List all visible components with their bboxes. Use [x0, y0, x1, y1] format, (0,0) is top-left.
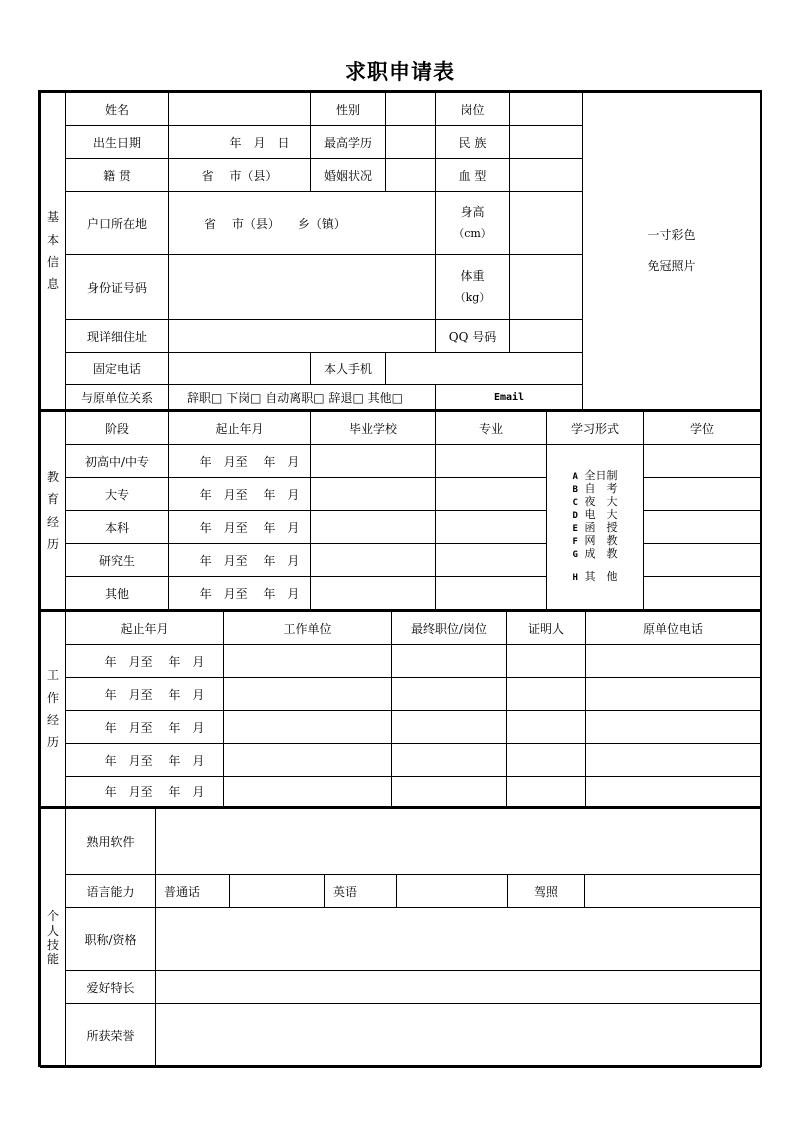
input-gender[interactable] [386, 93, 436, 126]
work-reference[interactable] [507, 744, 586, 777]
edu-degree[interactable] [644, 544, 761, 577]
skills-section [38, 806, 762, 1067]
form-title: 求职申请表 [345, 59, 455, 84]
edu-period[interactable]: 年 月至 年 月 [169, 478, 311, 511]
work-reference[interactable] [507, 678, 586, 711]
work-period[interactable]: 年 月至 年 月 [66, 645, 224, 678]
form-option-h: H 其 他 [572, 570, 618, 583]
label-honors: 所获荣誉 [66, 1004, 156, 1068]
work-header-position: 最终职位/岗位 [392, 612, 507, 645]
work-company[interactable] [224, 777, 392, 807]
edu-period[interactable]: 年 月至 年 月 [169, 544, 311, 577]
form-option-d: D 电 大 [572, 508, 618, 521]
input-phone[interactable] [169, 353, 311, 385]
edu-header-stage: 阶段 [66, 412, 169, 445]
label-language: 语言能力 [66, 875, 156, 908]
work-phone[interactable] [586, 777, 761, 807]
edu-period[interactable]: 年 月至 年 月 [169, 511, 311, 544]
work-period[interactable]: 年 月至 年 月 [66, 711, 224, 744]
work-phone[interactable] [586, 678, 761, 711]
label-education-level: 最高学历 [311, 126, 386, 159]
edu-stage-highschool: 初高中/中专 [66, 445, 169, 478]
work-phone[interactable] [586, 744, 761, 777]
edu-degree[interactable] [644, 511, 761, 544]
edu-header-degree: 学位 [644, 412, 761, 445]
work-phone[interactable] [586, 711, 761, 744]
work-period[interactable]: 年 月至 年 月 [66, 777, 224, 807]
form-option-f: F 网 教 [572, 534, 618, 547]
label-marital: 婚姻状况 [311, 159, 386, 192]
edu-degree[interactable] [644, 445, 761, 478]
section-label-skills: 个 人 技 能 [41, 809, 66, 1068]
label-hukou: 户口所在地 [66, 192, 169, 255]
photo-text-1: 一寸彩色 [647, 227, 696, 242]
edu-school[interactable] [311, 544, 436, 577]
photo-text-2: 免冠照片 [647, 259, 696, 273]
work-position[interactable] [392, 711, 507, 744]
input-birth[interactable]: 年 月 日 [169, 126, 311, 159]
input-hukou[interactable]: 省 市（县） 乡（镇） [169, 192, 436, 255]
input-native-place[interactable]: 省 市（县） [169, 159, 311, 192]
work-company[interactable] [224, 678, 392, 711]
edu-major[interactable] [436, 577, 547, 610]
relation-options[interactable]: 辞职□ 下岗□ 自动离职□ 辞退□ 其他□ [169, 385, 436, 410]
work-header-phone: 原单位电话 [586, 612, 761, 645]
label-license: 驾照 [508, 875, 585, 908]
work-section [38, 609, 762, 806]
input-position[interactable] [510, 93, 583, 126]
input-weight[interactable] [510, 255, 583, 320]
work-reference[interactable] [507, 645, 586, 678]
input-address[interactable] [169, 320, 436, 353]
work-header-period: 起止年月 [66, 612, 224, 645]
input-hobbies[interactable] [156, 971, 761, 1004]
label-native-place: 籍 贯 [66, 159, 169, 192]
edu-stage-bachelor: 本科 [66, 511, 169, 544]
edu-period[interactable]: 年 月至 年 月 [169, 445, 311, 478]
label-blood: 血 型 [436, 159, 510, 192]
edu-major[interactable] [436, 478, 547, 511]
basic-info-section [38, 90, 762, 409]
work-position[interactable] [392, 645, 507, 678]
edu-stage-graduate: 研究生 [66, 544, 169, 577]
edu-header-form: 学习形式 [547, 412, 644, 445]
work-position[interactable] [392, 678, 507, 711]
label-relation: 与原单位关系 [66, 385, 169, 410]
label-address: 现详细住址 [66, 320, 169, 353]
work-company[interactable] [224, 645, 392, 678]
label-mobile: 本人手机 [311, 353, 386, 385]
work-phone[interactable] [586, 645, 761, 678]
input-mandarin[interactable] [230, 875, 325, 908]
edu-school[interactable] [311, 577, 436, 610]
input-name[interactable] [169, 93, 311, 126]
edu-header-school: 毕业学校 [311, 412, 436, 445]
label-weight: 体重 （kg） [436, 255, 510, 320]
form-option-c: C 夜 大 [572, 495, 618, 508]
form-option-b: B 自 考 [572, 482, 618, 495]
label-height: 身高 （cm） [436, 192, 510, 255]
work-period[interactable]: 年 月至 年 月 [66, 744, 224, 777]
input-mobile[interactable] [386, 353, 583, 385]
input-qq[interactable] [510, 320, 583, 353]
edu-major[interactable] [436, 445, 547, 478]
edu-degree[interactable] [644, 577, 761, 610]
edu-major[interactable] [436, 511, 547, 544]
label-id-number: 身份证号码 [66, 255, 169, 320]
label-hobbies: 爱好特长 [66, 971, 156, 1004]
label-position: 岗位 [436, 93, 510, 126]
work-header-reference: 证明人 [507, 612, 586, 645]
input-id-number[interactable] [169, 255, 436, 320]
form-option-a: A 全日制 [572, 469, 618, 482]
work-reference[interactable] [507, 777, 586, 807]
label-english: 英语 [325, 875, 397, 908]
input-title-cert[interactable] [156, 908, 761, 971]
edu-degree[interactable] [644, 478, 761, 511]
section-label-basic: 基 本 信 息 [41, 93, 66, 410]
input-education-level[interactable] [386, 126, 436, 159]
label-qq: QQ 号码 [436, 320, 510, 353]
edu-stage-college: 大专 [66, 478, 169, 511]
work-position[interactable] [392, 744, 507, 777]
input-ethnicity[interactable] [510, 126, 583, 159]
work-reference[interactable] [507, 711, 586, 744]
edu-period[interactable]: 年 月至 年 月 [169, 577, 311, 610]
label-software: 熟用软件 [66, 809, 156, 875]
form-option-e: E 函 授 [572, 521, 618, 534]
work-period[interactable]: 年 月至 年 月 [66, 678, 224, 711]
edu-stage-other: 其他 [66, 577, 169, 610]
edu-header-major: 专业 [436, 412, 547, 445]
input-honors[interactable] [156, 1004, 761, 1068]
edu-school[interactable] [311, 478, 436, 511]
input-marital[interactable] [386, 159, 436, 192]
work-company[interactable] [224, 711, 392, 744]
edu-major[interactable] [436, 544, 547, 577]
edu-school[interactable] [311, 511, 436, 544]
section-label-work: 工 作 经 历 [41, 612, 66, 807]
label-ethnicity: 民 族 [436, 126, 510, 159]
label-birth: 出生日期 [66, 126, 169, 159]
edu-header-period: 起止年月 [169, 412, 311, 445]
label-phone: 固定电话 [66, 353, 169, 385]
work-header-company: 工作单位 [224, 612, 392, 645]
input-software[interactable] [156, 809, 761, 875]
label-title-cert: 职称/资格 [66, 908, 156, 971]
label-name: 姓名 [66, 93, 169, 126]
label-email: Email [436, 385, 583, 410]
input-license[interactable] [585, 875, 761, 908]
label-mandarin: 普通话 [156, 875, 230, 908]
input-height[interactable] [510, 192, 583, 255]
label-gender: 性别 [311, 93, 386, 126]
form-option-g: G 成 教 [572, 547, 618, 560]
study-form-options [547, 445, 644, 610]
section-label-education: 教 育 经 历 [41, 412, 66, 610]
work-position[interactable] [392, 777, 507, 807]
education-section [38, 409, 762, 609]
input-blood[interactable] [510, 159, 583, 192]
edu-school[interactable] [311, 445, 436, 478]
photo-box[interactable] [583, 93, 761, 410]
work-company[interactable] [224, 744, 392, 777]
input-english[interactable] [397, 875, 508, 908]
